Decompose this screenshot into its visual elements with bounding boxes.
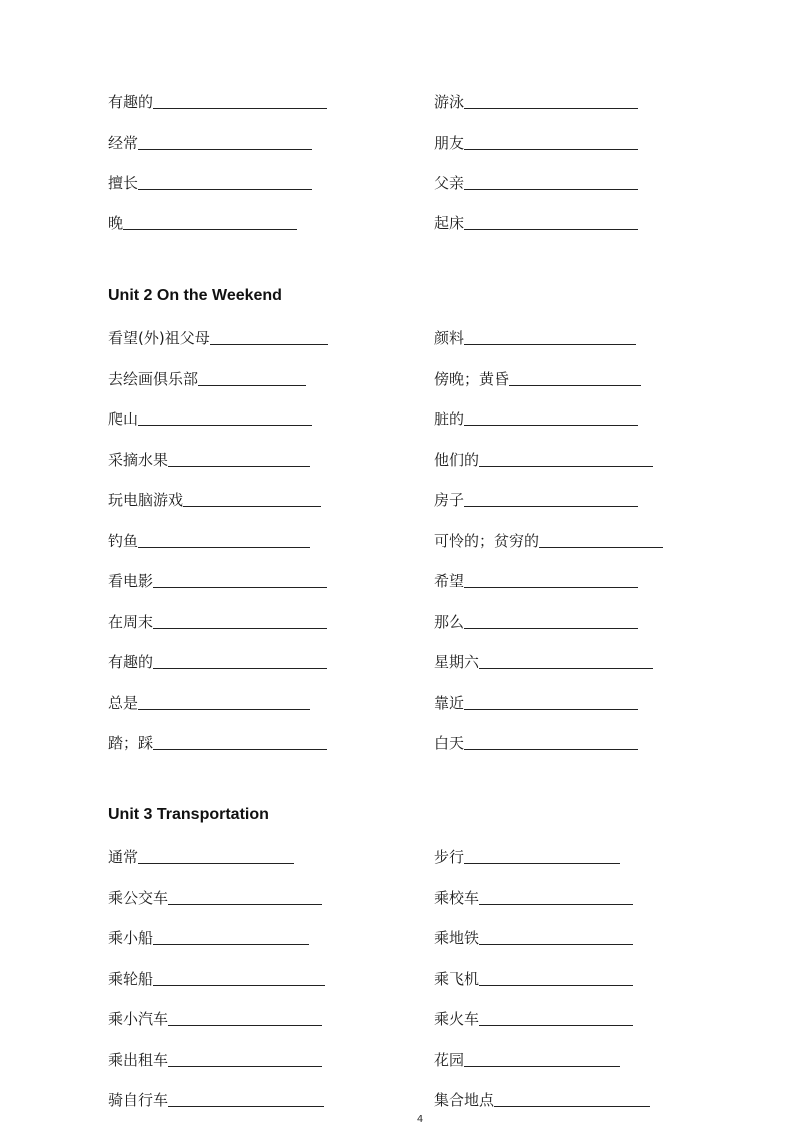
vocab-item bbox=[108, 326, 328, 348]
answer-blank[interactable] bbox=[464, 91, 638, 109]
answer-blank[interactable] bbox=[138, 846, 294, 864]
answer-blank[interactable] bbox=[168, 1089, 324, 1107]
vocab-item bbox=[108, 1048, 322, 1070]
vocab-item bbox=[108, 90, 327, 112]
vocab-label: 可怜的；贫穷的 bbox=[434, 532, 540, 550]
vocab-item bbox=[434, 691, 638, 713]
vocab-label: 步行 bbox=[434, 848, 465, 866]
answer-blank[interactable] bbox=[168, 1008, 322, 1026]
answer-blank[interactable] bbox=[168, 449, 310, 467]
answer-blank[interactable] bbox=[509, 368, 641, 386]
vocab-label: 看望(外)祖父母 bbox=[108, 329, 210, 347]
vocab-item bbox=[108, 926, 309, 948]
answer-blank[interactable] bbox=[153, 968, 325, 986]
answer-blank[interactable] bbox=[464, 132, 638, 150]
vocab-label: 通常 bbox=[108, 848, 139, 866]
vocab-item bbox=[108, 1007, 322, 1029]
vocab-row bbox=[0, 90, 800, 112]
answer-blank[interactable] bbox=[479, 968, 633, 986]
answer-blank[interactable] bbox=[464, 732, 638, 750]
vocab-item bbox=[434, 967, 633, 989]
vocab-label: 爬山 bbox=[108, 410, 139, 428]
unit3-heading: Unit 3 Transportation bbox=[108, 806, 269, 823]
vocab-row bbox=[0, 131, 800, 153]
vocab-row bbox=[0, 967, 800, 989]
vocab-item bbox=[108, 448, 310, 470]
answer-blank[interactable] bbox=[464, 327, 636, 345]
answer-blank[interactable] bbox=[153, 651, 327, 669]
vocab-item bbox=[434, 650, 653, 672]
vocab-row bbox=[0, 691, 800, 713]
vocab-item bbox=[434, 1088, 650, 1110]
vocab-label: 经常 bbox=[108, 134, 139, 152]
unit2-heading: Unit 2 On the Weekend bbox=[108, 287, 282, 304]
answer-blank[interactable] bbox=[138, 530, 310, 548]
vocab-row bbox=[0, 326, 800, 348]
answer-blank[interactable] bbox=[210, 327, 328, 345]
vocab-item bbox=[434, 731, 638, 753]
vocab-item bbox=[434, 171, 638, 193]
answer-blank[interactable] bbox=[198, 368, 306, 386]
vocab-item bbox=[434, 569, 638, 591]
vocab-label: 他们的 bbox=[434, 451, 480, 469]
vocab-label: 颜料 bbox=[434, 329, 465, 347]
vocab-row bbox=[0, 448, 800, 470]
vocab-row bbox=[0, 367, 800, 389]
vocab-item bbox=[108, 650, 327, 672]
vocab-item bbox=[108, 610, 327, 632]
vocab-item bbox=[434, 326, 636, 348]
vocab-label: 乘校车 bbox=[434, 889, 480, 907]
answer-blank[interactable] bbox=[168, 887, 322, 905]
answer-blank[interactable] bbox=[153, 732, 327, 750]
vocab-label: 朋友 bbox=[434, 134, 465, 152]
vocab-label: 看电影 bbox=[108, 572, 154, 590]
answer-blank[interactable] bbox=[153, 91, 327, 109]
answer-blank[interactable] bbox=[138, 692, 310, 710]
vocab-label: 擅长 bbox=[108, 174, 139, 192]
vocab-item bbox=[434, 448, 653, 470]
vocab-row bbox=[0, 1048, 800, 1070]
vocab-label: 脏的 bbox=[434, 410, 465, 428]
vocab-item bbox=[434, 211, 638, 233]
answer-blank[interactable] bbox=[539, 530, 663, 548]
vocab-label: 星期六 bbox=[434, 653, 480, 671]
answer-blank[interactable] bbox=[464, 408, 638, 426]
vocab-item bbox=[108, 488, 321, 510]
vocab-item bbox=[108, 211, 297, 233]
vocab-label: 乘地铁 bbox=[434, 929, 480, 947]
vocab-item bbox=[108, 407, 312, 429]
vocab-row bbox=[0, 1088, 800, 1110]
vocab-item bbox=[108, 171, 312, 193]
answer-blank[interactable] bbox=[464, 212, 638, 230]
vocab-row bbox=[0, 845, 800, 867]
answer-blank[interactable] bbox=[464, 692, 638, 710]
vocab-row bbox=[0, 731, 800, 753]
answer-blank[interactable] bbox=[464, 489, 638, 507]
vocab-item bbox=[434, 1048, 620, 1070]
vocab-label: 乘出租车 bbox=[108, 1051, 169, 1069]
vocab-row bbox=[0, 610, 800, 632]
answer-blank[interactable] bbox=[479, 887, 633, 905]
vocab-label: 乘火车 bbox=[434, 1010, 480, 1028]
vocab-item bbox=[108, 1088, 324, 1110]
vocab-item bbox=[434, 926, 633, 948]
answer-blank[interactable] bbox=[494, 1089, 650, 1107]
vocab-label: 乘轮船 bbox=[108, 970, 154, 988]
vocab-label: 乘小汽车 bbox=[108, 1010, 169, 1028]
vocab-item bbox=[434, 131, 638, 153]
answer-blank[interactable] bbox=[138, 132, 312, 150]
vocab-row bbox=[0, 569, 800, 591]
vocab-label: 有趣的 bbox=[108, 653, 154, 671]
answer-blank[interactable] bbox=[153, 611, 327, 629]
vocab-label: 总是 bbox=[108, 694, 139, 712]
vocab-row bbox=[0, 926, 800, 948]
vocab-label: 游泳 bbox=[434, 93, 465, 111]
answer-blank[interactable] bbox=[479, 1008, 633, 1026]
answer-blank[interactable] bbox=[464, 570, 638, 588]
vocab-row bbox=[0, 1007, 800, 1029]
vocab-item bbox=[108, 367, 306, 389]
answer-blank[interactable] bbox=[153, 927, 309, 945]
vocab-label: 房子 bbox=[434, 491, 465, 509]
vocab-label: 去绘画俱乐部 bbox=[108, 370, 199, 388]
vocab-row bbox=[0, 171, 800, 193]
vocab-label: 钓鱼 bbox=[108, 532, 139, 550]
vocab-item bbox=[108, 569, 327, 591]
vocab-item bbox=[434, 529, 663, 551]
vocab-label: 希望 bbox=[434, 572, 465, 590]
vocab-label: 花园 bbox=[434, 1051, 465, 1069]
vocab-item bbox=[108, 529, 310, 551]
vocab-label: 集合地点 bbox=[434, 1091, 495, 1109]
vocab-label: 那么 bbox=[434, 613, 465, 631]
vocab-item bbox=[434, 845, 620, 867]
vocab-item bbox=[108, 967, 325, 989]
answer-blank[interactable] bbox=[464, 846, 620, 864]
vocab-label: 骑自行车 bbox=[108, 1091, 169, 1109]
vocab-label: 父亲 bbox=[434, 174, 465, 192]
vocab-item bbox=[108, 886, 322, 908]
vocab-row bbox=[0, 407, 800, 429]
answer-blank[interactable] bbox=[123, 212, 297, 230]
answer-blank[interactable] bbox=[464, 611, 638, 629]
vocab-label: 晚 bbox=[108, 214, 124, 232]
answer-blank[interactable] bbox=[464, 172, 638, 190]
vocab-item bbox=[434, 886, 633, 908]
answer-blank[interactable] bbox=[464, 1049, 620, 1067]
vocab-row bbox=[0, 488, 800, 510]
vocab-label: 靠近 bbox=[434, 694, 465, 712]
vocab-row bbox=[0, 650, 800, 672]
page-number: 4 bbox=[416, 1114, 424, 1125]
vocab-label: 采摘水果 bbox=[108, 451, 169, 469]
vocab-label: 起床 bbox=[434, 214, 465, 232]
vocab-item bbox=[434, 610, 638, 632]
vocab-label: 踏；踩 bbox=[108, 734, 154, 752]
vocab-item bbox=[108, 691, 310, 713]
vocab-row bbox=[0, 886, 800, 908]
answer-blank[interactable] bbox=[138, 408, 312, 426]
answer-blank[interactable] bbox=[138, 172, 312, 190]
vocab-row bbox=[0, 211, 800, 233]
vocab-label: 有趣的 bbox=[108, 93, 154, 111]
vocab-row bbox=[0, 529, 800, 551]
vocab-label: 乘小船 bbox=[108, 929, 154, 947]
vocab-item bbox=[108, 731, 327, 753]
vocab-label: 乘飞机 bbox=[434, 970, 480, 988]
vocab-item bbox=[108, 131, 312, 153]
vocab-label: 在周末 bbox=[108, 613, 154, 631]
vocab-label: 傍晚；黄昏 bbox=[434, 370, 510, 388]
vocab-item bbox=[434, 1007, 633, 1029]
vocab-item bbox=[434, 90, 638, 112]
vocab-item bbox=[434, 488, 638, 510]
vocab-item bbox=[434, 407, 638, 429]
answer-blank[interactable] bbox=[168, 1049, 322, 1067]
answer-blank[interactable] bbox=[183, 489, 321, 507]
answer-blank[interactable] bbox=[153, 570, 327, 588]
answer-blank[interactable] bbox=[479, 449, 653, 467]
answer-blank[interactable] bbox=[479, 651, 653, 669]
vocab-label: 白天 bbox=[434, 734, 465, 752]
answer-blank[interactable] bbox=[479, 927, 633, 945]
vocab-item bbox=[434, 367, 641, 389]
vocab-label: 乘公交车 bbox=[108, 889, 169, 907]
vocab-item bbox=[108, 845, 294, 867]
vocab-label: 玩电脑游戏 bbox=[108, 491, 184, 509]
